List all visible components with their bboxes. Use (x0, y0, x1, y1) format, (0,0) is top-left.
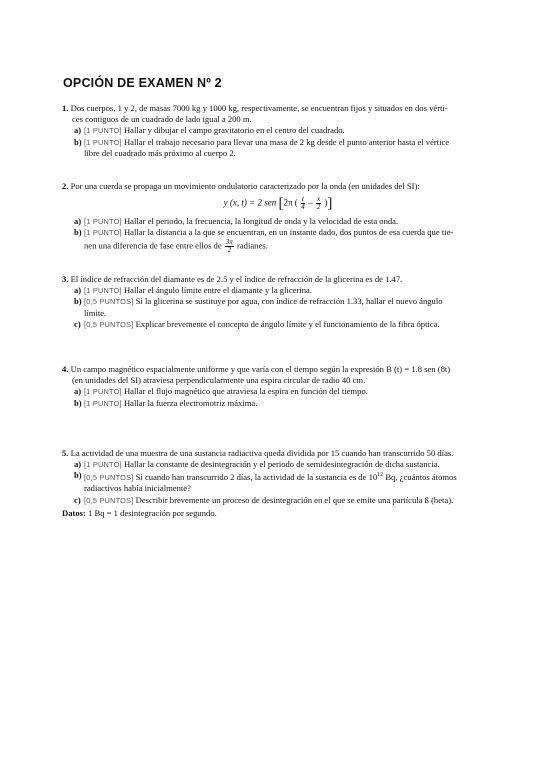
question-2-part-b (62, 227, 494, 238)
question-3-part-b-line-2: límite. (84, 307, 107, 318)
points-badge: [0,5 PUNTOS] (84, 297, 134, 307)
part-label: c) (74, 494, 81, 505)
question-1-part-b (62, 137, 494, 148)
points-badge: [1 PUNTO] (84, 398, 122, 408)
question-2-line-1 (62, 181, 494, 192)
question-3 (62, 274, 494, 330)
question-3-line-1 (62, 274, 494, 285)
question-1-line-1 (62, 103, 494, 114)
question-5-line-1 (62, 448, 494, 459)
question-5-part-b (62, 470, 494, 483)
numerator: t (302, 195, 304, 204)
data-text: 1 Bq = 1 desintegración por segundo. (88, 508, 217, 518)
part-label: a) (74, 125, 82, 136)
question-3-part-b (62, 296, 494, 307)
question-5-part-c (62, 495, 494, 506)
part-text: Si cuando han transcurrido 2 días, la actividad de la sustancia es de 10 (135, 472, 378, 483)
part-text: Si la glicerina se sustituye por agua, con índice de refracción 1.33, hallar el nuevo ángulo (135, 296, 443, 307)
part-label: b) (74, 296, 82, 307)
part-label: c) (74, 318, 81, 329)
part-text: Describir brevemente un proceso de desintegración en el que se emite una partícula ß (beta). (135, 494, 454, 505)
part-label: a) (74, 285, 82, 296)
exam-title: OPCIÓN DE EXAMEN Nº 2 (63, 76, 222, 90)
question-4 (62, 364, 494, 409)
question-number: 3. (62, 274, 69, 284)
part-text: Hallar la fuerza electromotriz máxima. (123, 397, 258, 408)
denominator: 2 (227, 245, 232, 254)
part-label: a) (74, 459, 82, 470)
question-4-line-1 (62, 364, 494, 375)
points-badge: [1 PUNTO] (84, 460, 122, 470)
question-5-part-b-line-2: radiactivos había inicialmente? (84, 483, 191, 494)
part-text: radianes. (237, 240, 268, 251)
question-1-part-b-line-2: libre del cuadrado más próximo al cuerpo 2. (84, 147, 236, 158)
points-badge: [1 PUNTO] (84, 286, 122, 296)
part-text: Hallar el ángulo límite entre el diamante y la glicerina. (123, 285, 312, 296)
question-text: Dos cuerpos, 1 y 2, de masas 7000 kg y 1000 kg, respectivamente, se encuentran fijos y situados en dos vérti- (70, 103, 448, 113)
question-number: 1. (62, 103, 69, 113)
question-4-line-2: (en unidades del SI) atraviesa perpendicularmente una espira circular de radio 40 cm. (72, 375, 366, 386)
points-badge: [1 PUNTO] (84, 126, 122, 136)
data-label: Datos: (62, 508, 86, 518)
points-badge: [0,5 PUNTOS] (84, 473, 134, 483)
question-4-part-a (62, 386, 494, 397)
wave-formula: y (x, t) = 2 sen [2π ( $\frac{t}{4}$ – $\frac{x}{2}$ )] (223, 195, 333, 212)
part-text: Explicar brevemente el concepto de ángulo límite y el funcionamiento de la fibra óptica. (135, 318, 440, 329)
question-2-part-a (62, 216, 494, 227)
question-5 (62, 448, 494, 506)
part-text: Hallar la constante de desintegración y el periodo de semidesintegración de dicha sustancia. (123, 459, 440, 470)
question-3-part-a (62, 285, 494, 296)
question-number: 4. (62, 364, 69, 374)
part-text: Hallar el flujo magnético que atraviesa la espira en función del tiempo. (123, 386, 368, 397)
question-1 (62, 103, 494, 159)
part-text: Hallar la distancia a la que se encuentran, en un instante dado, dos puntos de esa cuerda que tie- (123, 227, 454, 238)
question-5-part-a (62, 459, 494, 470)
denominator: 4 (301, 203, 305, 212)
points-badge: [1 PUNTO] (84, 137, 122, 147)
part-label: b) (74, 136, 82, 147)
part-label: a) (74, 216, 82, 227)
formula-left: y (x, t) = 2 sen (223, 197, 277, 208)
fraction-x-over-2 (316, 196, 321, 211)
question-2-part-b-line-2 (62, 239, 494, 254)
question-text: Un campo magnético espacialmente uniforme y que varía con el tiempo según la expresión B (t) = 1.8 sen (8t) (70, 364, 451, 374)
question-2 (62, 181, 494, 254)
question-1-line-2: ces contiguos de un cuadrado de lado igual a 200 m. (72, 114, 252, 125)
question-3-part-c (62, 319, 494, 330)
part-label: b) (74, 397, 82, 408)
data-note (62, 508, 494, 519)
part-label: b) (74, 470, 82, 481)
question-text: El índice de refracción del diamante es de 2.5 y el índice de refracción de la glicerina es de 1.47. (70, 274, 403, 284)
points-badge: [1 PUNTO] (84, 228, 122, 238)
formula-two-pi: 2π (283, 197, 293, 208)
part-text: Hallar y dibujar el campo gravitatorio en el centro del cuadrado. (123, 125, 345, 136)
part-text: Bq, ¿cuántos átomos (385, 472, 457, 483)
question-1-part-a (62, 125, 494, 136)
fraction-t-over-4 (301, 196, 305, 211)
question-number: 2. (62, 181, 69, 191)
fraction-3pi-over-2 (225, 239, 234, 254)
part-label: b) (74, 227, 82, 238)
points-badge: [0,5 PUNTOS] (84, 319, 134, 329)
points-badge: [1 PUNTO] (84, 217, 122, 227)
points-badge: [1 PUNTO] (84, 387, 122, 397)
numerator: 3π (225, 237, 233, 246)
denominator: 2 (316, 203, 321, 212)
points-badge: [0,5 PUNTOS] (84, 495, 134, 505)
question-text: Por una cuerda se propaga un movimiento ondulatorio caracterizado por la onda (en unidades del SI): (70, 181, 420, 191)
part-text: Hallar el trabajo necesario para llevar una masa de 2 kg desde el punto anterior hasta el vértice (123, 136, 450, 147)
part-text: nen una diferencia de fase entre ellos de (84, 240, 222, 251)
question-4-part-b (62, 398, 494, 409)
question-text: La actividad de una muestra de una sustancia radiactiva queda dividida por 15 cuando han transcurrido 50 días. (70, 448, 454, 458)
part-label: a) (74, 386, 82, 397)
exponent: 12 (377, 472, 384, 479)
question-number: 5. (62, 448, 69, 458)
numerator: x (316, 195, 321, 204)
part-text: Hallar el periodo, la frecuencia, la longitud de onda y la velocidad de esta onda. (123, 216, 399, 227)
